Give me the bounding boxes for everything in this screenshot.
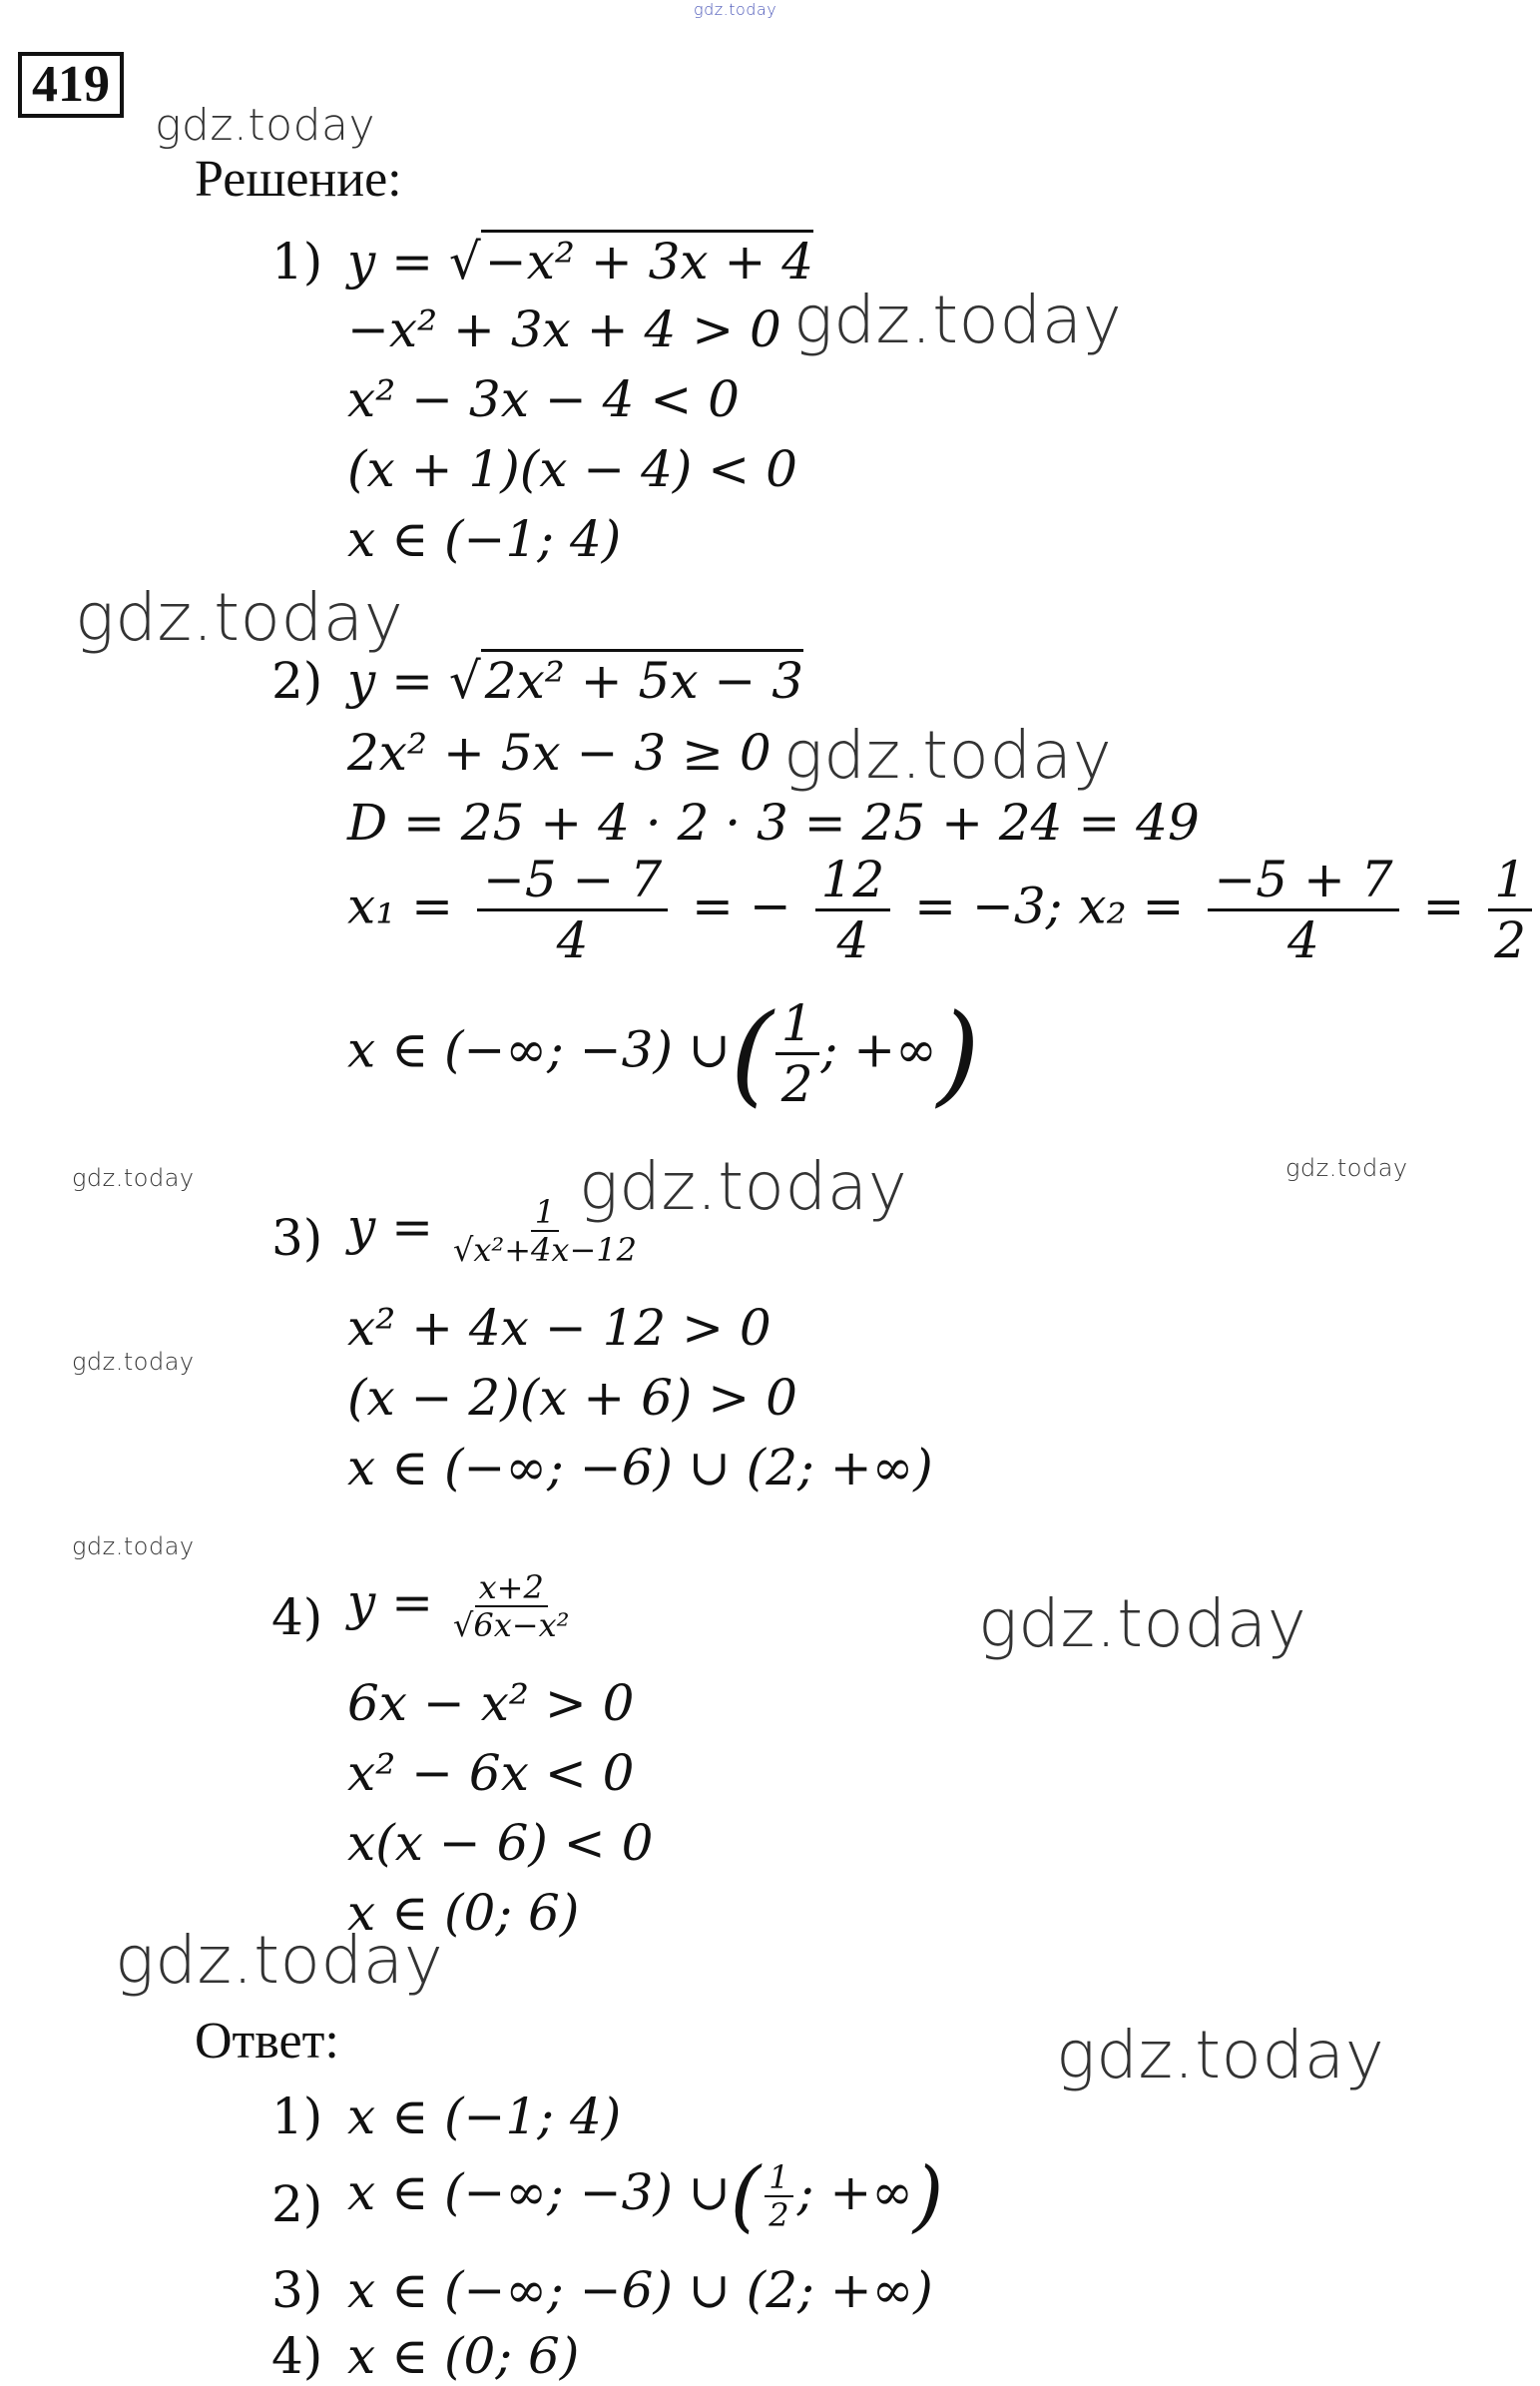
answer-label: Ответ: <box>195 2013 339 2070</box>
part3-number: 3) <box>271 1209 323 1267</box>
answer2-part-b: ; +∞ <box>796 2163 913 2221</box>
x1-denominator: 4 <box>556 911 589 969</box>
right-paren: ) <box>912 2151 944 2241</box>
part1-number: 1) <box>271 233 323 291</box>
result-part-b: ; +∞ <box>820 1020 937 1079</box>
part2-function <box>347 651 803 711</box>
watermark: gdz.today <box>579 1148 908 1225</box>
part3-fn-lhs: y = <box>347 1198 434 1256</box>
right-paren: ) <box>936 989 980 1118</box>
part3-step: (x − 2)(x + 6) > 0 <box>347 1369 797 1427</box>
watermark: gdz.today <box>978 1585 1307 1662</box>
watermark: gdz.today <box>155 100 376 151</box>
answer1-number: 1) <box>271 2088 323 2145</box>
result-part-a: x ∈ (−∞; −3) ∪ <box>347 1020 731 1079</box>
part1-fn-lhs: y = √ <box>347 233 481 291</box>
watermark: gdz.today <box>783 717 1113 794</box>
part3-fn-denominator: √x²+4x−12 <box>452 1231 637 1269</box>
part2-inequality: 2x² + 5x − 3 ≥ 0 <box>347 724 771 782</box>
part4-step: x(x − 6) < 0 <box>347 1814 654 1872</box>
part1-result: x ∈ (−1; 4) <box>347 510 622 568</box>
watermark: gdz.today <box>1285 1154 1408 1182</box>
solution-label: Решение: <box>195 151 402 208</box>
part4-number: 4) <box>271 1588 323 1646</box>
watermark: gdz.today <box>72 1348 195 1376</box>
answer3: x ∈ (−∞; −6) ∪ (2; +∞) <box>347 2261 933 2319</box>
x2-value-numerator: 1 <box>1488 851 1532 911</box>
part3-step: x² + 4x − 12 > 0 <box>347 1299 771 1357</box>
answer3-number: 3) <box>271 2261 323 2319</box>
x2-label: x₂ = <box>1078 877 1185 935</box>
top-watermark: gdz.today <box>694 0 777 19</box>
watermark: gdz.today <box>1056 2017 1385 2093</box>
x2-value-denominator: 2 <box>1494 911 1527 969</box>
part4-fn-denominator: √6x−x² <box>452 1606 570 1644</box>
part2-number: 2) <box>271 652 323 710</box>
part2-fn-radicand: 2x² + 5x − 3 <box>481 649 803 710</box>
part3-result: x ∈ (−∞; −6) ∪ (2; +∞) <box>347 1439 933 1496</box>
part1-step: (x + 1)(x − 4) < 0 <box>347 440 797 498</box>
fraction-numerator: 12 <box>815 851 891 911</box>
result-frac-denominator: 2 <box>780 1055 813 1113</box>
result-frac-numerator: 1 <box>775 994 819 1055</box>
x1-value: = −3; <box>914 877 1063 935</box>
part3-fn-numerator: 1 <box>531 1194 559 1232</box>
answer2 <box>347 2151 944 2241</box>
answer2-number: 2) <box>271 2175 323 2233</box>
answer2-frac-numerator: 1 <box>765 2159 792 2197</box>
part1-step: −x² + 3x + 4 > 0 <box>347 300 781 358</box>
part4-fn-lhs: y = <box>347 1573 434 1631</box>
part2-discriminant: D = 25 + 4 · 2 · 3 = 25 + 24 = 49 <box>347 794 1200 852</box>
answer4-number: 4) <box>271 2327 323 2385</box>
answer2-frac-denominator: 2 <box>769 2196 789 2234</box>
equals-minus: = − <box>692 877 791 935</box>
watermark: gdz.today <box>72 1532 195 1560</box>
left-paren: ( <box>730 989 773 1118</box>
part4-function <box>347 1569 573 1643</box>
watermark: gdz.today <box>72 1164 195 1192</box>
x2-numerator: −5 + 7 <box>1208 851 1398 911</box>
fraction-denominator: 4 <box>836 911 869 969</box>
part1-fn-radicand: −x² + 3x + 4 <box>481 230 813 291</box>
watermark: gdz.today <box>75 579 404 656</box>
x2-denominator: 4 <box>1287 911 1319 969</box>
part1-step: x² − 3x − 4 < 0 <box>347 370 740 428</box>
part1-function <box>347 232 813 292</box>
part4-fn-numerator: x+2 <box>475 1569 548 1607</box>
problem-number: 419 <box>18 52 124 118</box>
part4-step: 6x − x² > 0 <box>347 1674 635 1732</box>
part4-result: x ∈ (0; 6) <box>347 1884 580 1942</box>
watermark: gdz.today <box>115 1922 444 1999</box>
x1-label: x₁ = <box>347 877 454 935</box>
equals: = <box>1422 877 1465 935</box>
part3-function <box>347 1194 641 1268</box>
part4-step: x² − 6x < 0 <box>347 1744 635 1802</box>
part2-roots <box>347 851 1540 969</box>
answer2-part-a: x ∈ (−∞; −3) ∪ <box>347 2163 731 2221</box>
left-paren: ( <box>730 2151 762 2241</box>
part2-result <box>347 989 980 1118</box>
watermark: gdz.today <box>793 282 1123 358</box>
part2-fn-lhs: y = √ <box>347 652 481 710</box>
answer1: x ∈ (−1; 4) <box>347 2088 622 2145</box>
x1-numerator: −5 − 7 <box>477 851 668 911</box>
answer4: x ∈ (0; 6) <box>347 2327 580 2385</box>
